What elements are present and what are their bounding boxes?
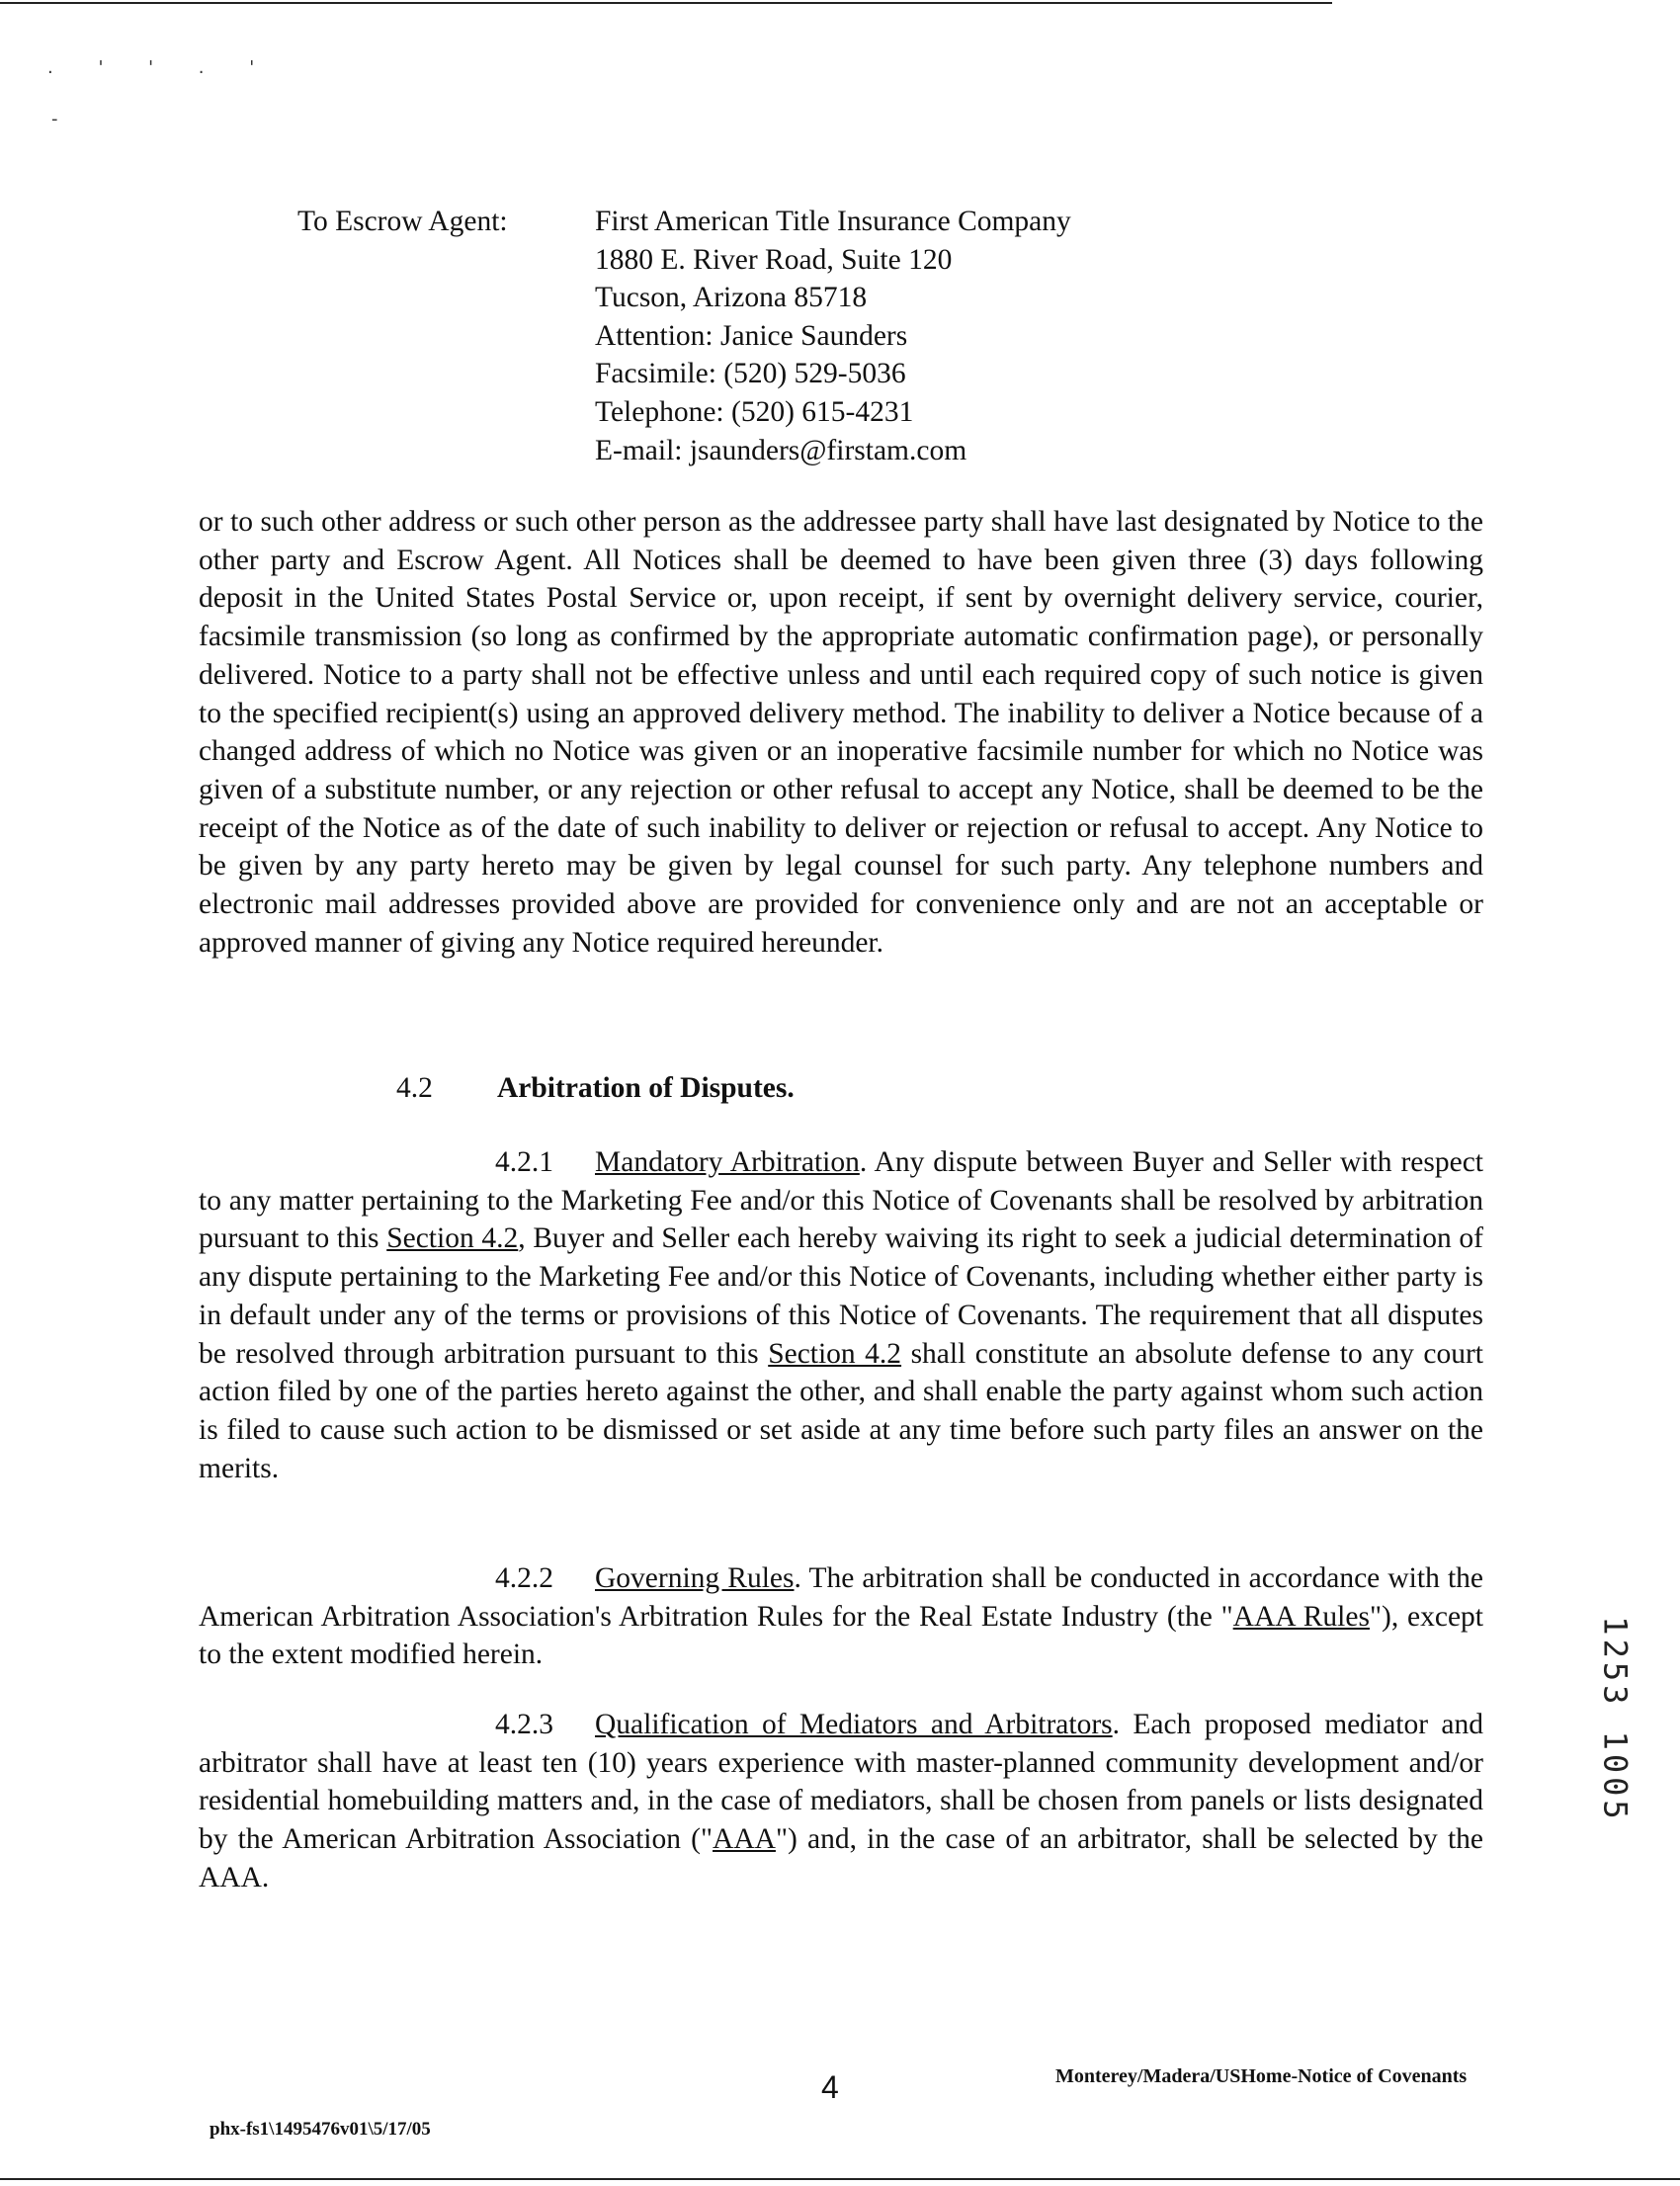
escrow-agent-label: To Escrow Agent: — [297, 206, 508, 237]
subsection-number: 4.2.1 — [495, 1146, 553, 1178]
subsection-heading: Governing Rules — [595, 1562, 795, 1594]
escrow-line: First American Title Insurance Company — [595, 206, 1071, 237]
section-4-2-2 — [199, 1559, 1483, 1674]
section-4-2-heading — [396, 1072, 795, 1105]
escrow-line: Tucson, Arizona 85718 — [595, 282, 868, 314]
document-reference: Monterey/Madera/USHome-Notice of Covenants — [1055, 2065, 1468, 2087]
defined-term: AAA — [713, 1823, 776, 1856]
page-number: 4 — [821, 2069, 839, 2105]
section-text: "), except to the extent modified herein. — [199, 1600, 1484, 1671]
bottom-rule — [0, 2178, 1680, 2180]
escrow-line: E-mail: jsaunders@firstam.com — [595, 434, 967, 466]
subsection-number: 4.2.2 — [495, 1562, 553, 1594]
section-text: ") and, in the case of an arbitrator, shall be selected by the AAA. — [199, 1823, 1483, 1893]
subsection-number: 4.2.3 — [495, 1709, 553, 1740]
subsection-heading: Qualification of Mediators and Arbitrators — [595, 1709, 1113, 1740]
section-reference: Section 4.2 — [386, 1222, 519, 1255]
escrow-line: Facsimile: (520) 529-5036 — [595, 358, 906, 390]
defined-term: AAA Rules — [1232, 1600, 1370, 1633]
escrow-line: Telephone: (520) 615-4231 — [595, 395, 914, 428]
top-rule — [0, 2, 1332, 4]
section-reference: Section 4.2 — [768, 1337, 902, 1370]
escrow-line: Attention: Janice Saunders — [595, 319, 908, 352]
section-text: . Each proposed mediator and arbitrator shall have at least ten (10) years experience with master-planned community development and/or residential homebuilding matters and, in the case of mediators, shall be chosen from panels or lists designated by the American Arbitration Association (" — [199, 1709, 1483, 1856]
notice-paragraph: or to such other address or such other person as the addressee party shall have last designated by Notice to the other party and Escrow Agent. All Notices shall be deemed to have been given three (3) days following deposit in the United States Postal Service or, upon receipt, if sent by overnight delivery service, courier, facsimile transmission (so long as confirmed by the appropriate automatic confirmation page), or personally delivered. Notice to a party shall not be effective unless and until each required copy of such notice is given to the specified recipient(s) using an approved delivery method. The inability to deliver a Notice because of a changed address of which no Notice was given or an inoperative facsimile number for which no Notice was given of a substitute number, or any rejection or other refusal to accept any Notice, shall be deemed to be the receipt of the Notice as of the date of such inability to deliver or rejection or refusal to accept. Any Notice to be given by any party hereto may be given by legal counsel for such party. Any telephone numbers and electronic mail addresses provided above are provided for convenience only and are not an acceptable or approved manner of giving any Notice required hereunder. — [199, 506, 1483, 959]
section-text: . Any dispute between Buyer and Seller with respect to any matter pertaining to the Marketing Fee and/or this Notice of Covenants shall be resolved by arbitration pursuant to this — [199, 1146, 1483, 1255]
section-title: Arbitration of Disputes. — [497, 1072, 795, 1104]
section-text: . The arbitration shall be conducted in accordance with the American Arbitration Association's Arbitration Rules for the Real Estate Industry (the " — [199, 1562, 1483, 1633]
subsection-heading: Mandatory Arbitration — [595, 1146, 860, 1178]
side-stamp: 1253 1005 — [1597, 1616, 1636, 1823]
file-reference: phx-fs1\1495476v01\5/17/05 — [210, 2119, 431, 2140]
escrow-agent-address — [595, 203, 1071, 469]
section-number: 4.2 — [396, 1072, 433, 1104]
scan-speck: - — [51, 109, 58, 129]
section-text: shall constitute an absolute defense to any court action filed by one of the parties hereto against the other, and shall enable the party against whom such action is filed to cause such action to be dismissed or set aside at any time before such party files an answer on the merits. — [199, 1337, 1483, 1484]
escrow-line: 1880 E. River Road, Suite 120 — [595, 243, 953, 276]
scan-specks: . ' ' . ' — [47, 57, 275, 78]
section-text: , Buyer and Seller each hereby waiving its right to seek a judicial determination of any dispute pertaining to the Marketing Fee and/or this Notice of Covenants, including whether either party is in default under any of the terms or provisions of this Notice of Covenants. The requirement that all disputes be resolved through arbitration pursuant to this — [199, 1222, 1483, 1370]
section-4-2-3 — [199, 1706, 1483, 1897]
section-4-2-1 — [199, 1143, 1483, 1487]
